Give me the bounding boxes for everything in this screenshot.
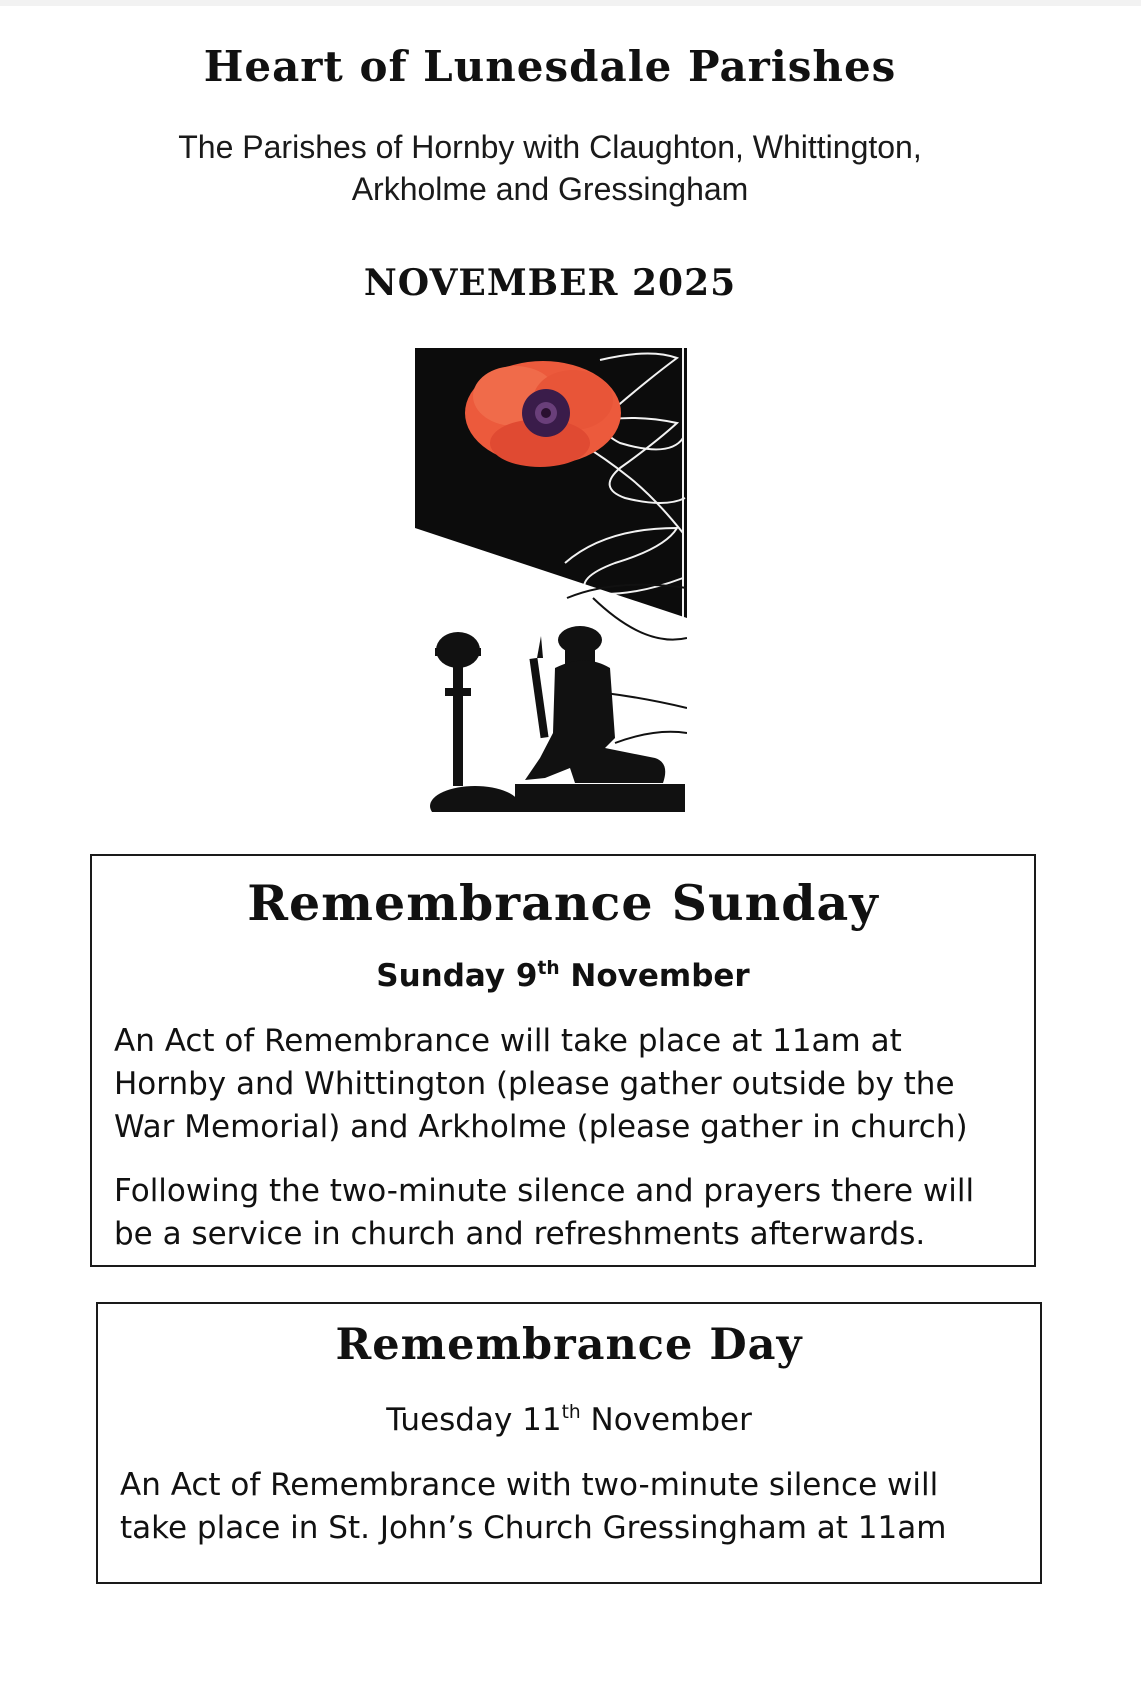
remembrance-sunday-details bbox=[114, 1020, 1016, 1149]
text-line: Hornby and Whittington (please gather outside by the bbox=[114, 1066, 955, 1102]
poppy-soldier-icon bbox=[415, 348, 687, 812]
date-ordinal: th bbox=[537, 957, 560, 979]
text-line: take place in St. John’s Church Gressingham at 11am bbox=[120, 1510, 947, 1546]
page-title: Heart of Lunesdale Parishes bbox=[203, 42, 897, 91]
page-subtitle bbox=[0, 126, 1100, 210]
poppy-soldier-illustration bbox=[415, 348, 687, 812]
remembrance-day-box bbox=[96, 1302, 1042, 1584]
date-ordinal: th bbox=[561, 1401, 581, 1423]
date-text: Tuesday 11 bbox=[386, 1402, 562, 1438]
remembrance-sunday-title: Remembrance Sunday bbox=[247, 874, 879, 932]
remembrance-sunday-date bbox=[92, 958, 1034, 994]
remembrance-day-details bbox=[120, 1464, 1022, 1550]
subtitle-line: The Parishes of Hornby with Claughton, Whittington, bbox=[178, 129, 922, 165]
issue-date: NOVEMBER 2025 bbox=[363, 262, 737, 304]
date-month: November bbox=[580, 1402, 752, 1438]
text-line: War Memorial) and Arkholme (please gather in church) bbox=[114, 1109, 968, 1145]
remembrance-day-date bbox=[98, 1402, 1040, 1438]
text-line: be a service in church and refreshments afterwards. bbox=[114, 1216, 926, 1252]
date-month: November bbox=[559, 958, 750, 994]
remembrance-sunday-service bbox=[114, 1170, 1016, 1256]
text-line: An Act of Remembrance with two-minute silence will bbox=[120, 1467, 939, 1503]
subtitle-line: Arkholme and Gressingham bbox=[351, 171, 749, 207]
text-line: An Act of Remembrance will take place at 11am at bbox=[114, 1023, 902, 1059]
date-text: Sunday 9 bbox=[376, 958, 538, 994]
remembrance-day-title: Remembrance Day bbox=[335, 1320, 803, 1370]
remembrance-sunday-box bbox=[90, 854, 1036, 1267]
text-line: Following the two-minute silence and prayers there will bbox=[114, 1173, 975, 1209]
top-edge bbox=[0, 0, 1141, 6]
